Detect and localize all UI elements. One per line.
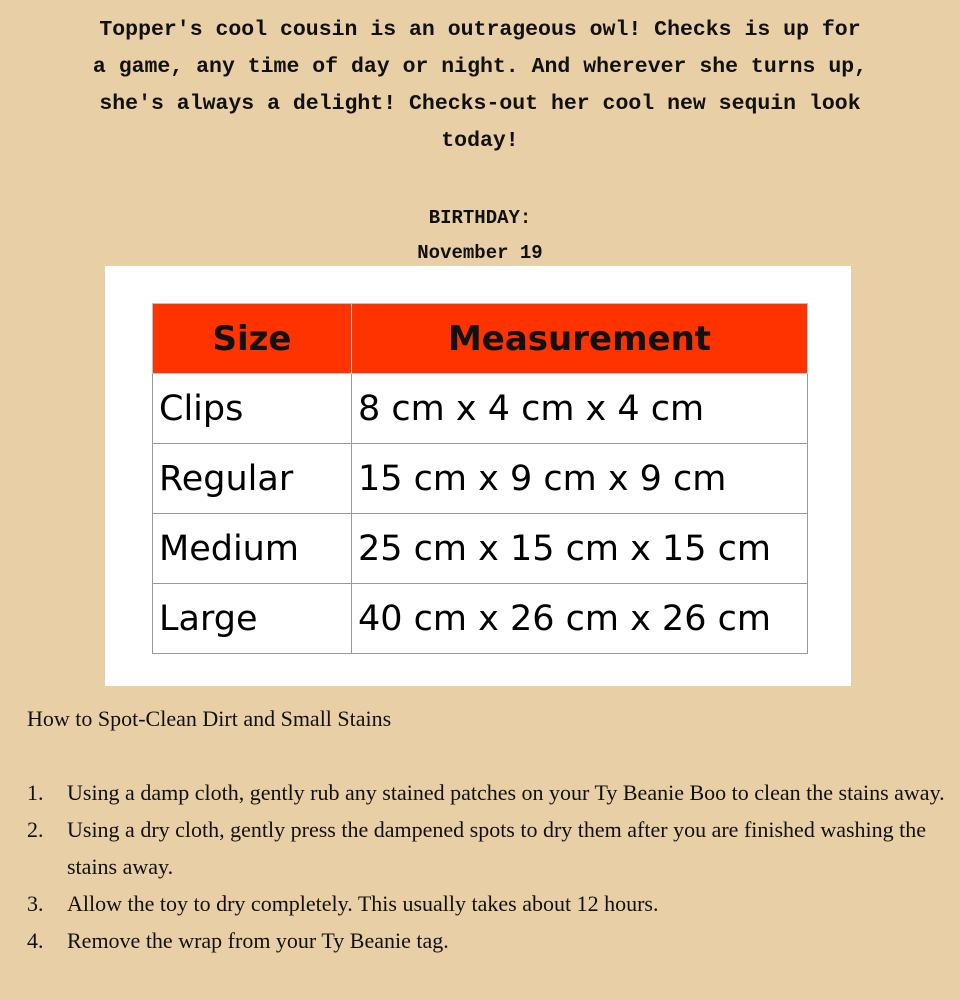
step-number: 4. [27, 928, 44, 953]
table-header-row [153, 304, 808, 374]
step-number: 3. [27, 891, 44, 916]
table-row [153, 374, 808, 444]
cleaning-instructions [27, 700, 947, 959]
cleaning-title: How to Spot-Clean Dirt and Small Stains [27, 706, 392, 731]
size-cell: Medium [153, 514, 352, 584]
step-text: Using a damp cloth, gently rub any stained patches on your Ty Beanie Boo to clean the stains away. [67, 780, 945, 805]
measurement-cell: 40 cm x 26 cm x 26 cm [352, 584, 808, 654]
list-item [27, 922, 947, 959]
size-chart-panel [105, 266, 851, 686]
size-cell: Large [153, 584, 352, 654]
size-cell: Clips [153, 374, 352, 444]
description-line: today! [441, 129, 519, 153]
header-measurement: Measurement [352, 304, 808, 374]
step-text: Allow the toy to dry completely. This usually takes about 12 hours. [67, 891, 659, 916]
product-description [0, 12, 960, 160]
step-number: 1. [27, 780, 44, 805]
step-number: 2. [27, 817, 44, 842]
description-line: Topper's cool cousin is an outrageous owl! Checks is up for [99, 18, 861, 42]
measurement-cell: 15 cm x 9 cm x 9 cm [352, 444, 808, 514]
table-row [153, 584, 808, 654]
list-item [27, 811, 947, 885]
description-line: she's always a delight! Checks-out her cool new sequin look [99, 92, 861, 116]
list-item [27, 774, 947, 811]
header-size: Size [153, 304, 352, 374]
birthday-label: BIRTHDAY: [428, 207, 532, 229]
table-row [153, 514, 808, 584]
table-row [153, 444, 808, 514]
size-cell: Regular [153, 444, 352, 514]
list-item [27, 885, 947, 922]
step-text: Using a dry cloth, gently press the dampened spots to dry them after you are finished washing the stains away. [67, 817, 927, 879]
description-line: a game, any time of day or night. And wherever she turns up, [92, 55, 868, 79]
cleaning-steps [27, 774, 947, 959]
measurement-cell: 25 cm x 15 cm x 15 cm [352, 514, 808, 584]
measurement-cell: 8 cm x 4 cm x 4 cm [352, 374, 808, 444]
step-text: Remove the wrap from your Ty Beanie tag. [67, 928, 449, 953]
birthday-date: November 19 [417, 242, 543, 264]
size-chart-table [152, 303, 808, 654]
